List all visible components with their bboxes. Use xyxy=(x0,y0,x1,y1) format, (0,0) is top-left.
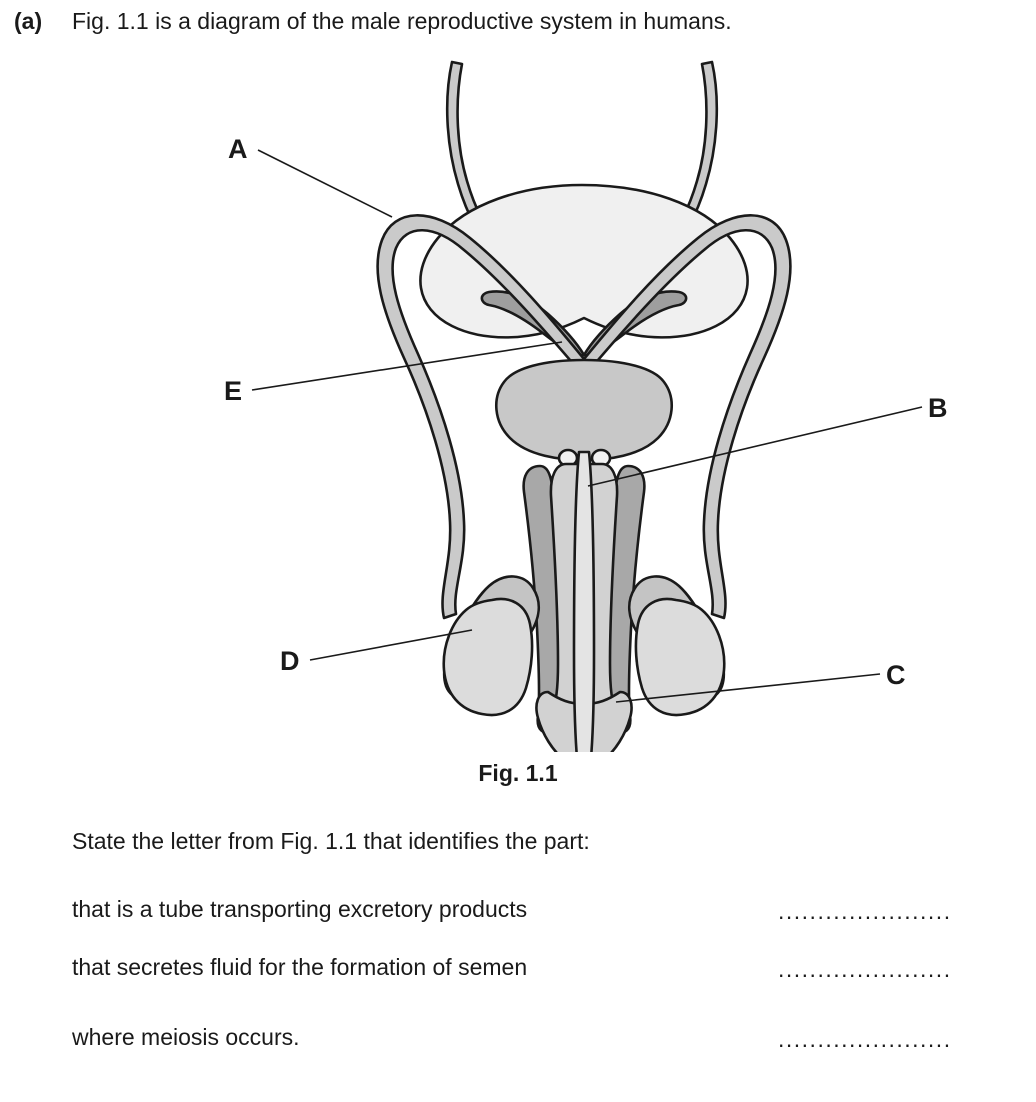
answer-row-3 xyxy=(72,1024,972,1058)
figure-caption: Fig. 1.1 xyxy=(478,760,558,786)
testis-left xyxy=(444,599,532,715)
answer-row-1-blank[interactable]: ...................... xyxy=(778,898,952,924)
urethra xyxy=(574,452,594,752)
figure-label-a: A xyxy=(228,134,248,164)
answer-row-2-text: that secretes fluid for the formation of semen xyxy=(72,954,528,980)
figure-label-e: E xyxy=(224,376,243,406)
question-intro-row xyxy=(0,8,1036,44)
figure-label-b: B xyxy=(928,393,948,423)
part-label: (a) xyxy=(14,8,43,34)
answer-row-1-text: that is a tube transporting excretory products xyxy=(72,896,528,922)
prostate-gland xyxy=(496,360,671,460)
figure-label-c: C xyxy=(886,660,906,690)
leader-line-a xyxy=(258,150,392,217)
testis-right xyxy=(636,599,724,715)
male-reproductive-system-diagram xyxy=(0,52,1036,752)
intro-text: Fig. 1.1 is a diagram of the male reproductive system in humans. xyxy=(72,8,732,34)
figure-label-d: D xyxy=(280,646,300,676)
figure-container xyxy=(0,52,1036,752)
answer-row-3-text: where meiosis occurs. xyxy=(72,1024,300,1050)
answer-row-2-blank[interactable]: ...................... xyxy=(778,956,952,982)
question-stem: State the letter from Fig. 1.1 that identifies the part: xyxy=(72,828,590,854)
answer-row-3-blank[interactable]: ...................... xyxy=(778,1026,952,1052)
answer-row-1 xyxy=(72,896,972,930)
answer-row-2 xyxy=(72,954,972,988)
